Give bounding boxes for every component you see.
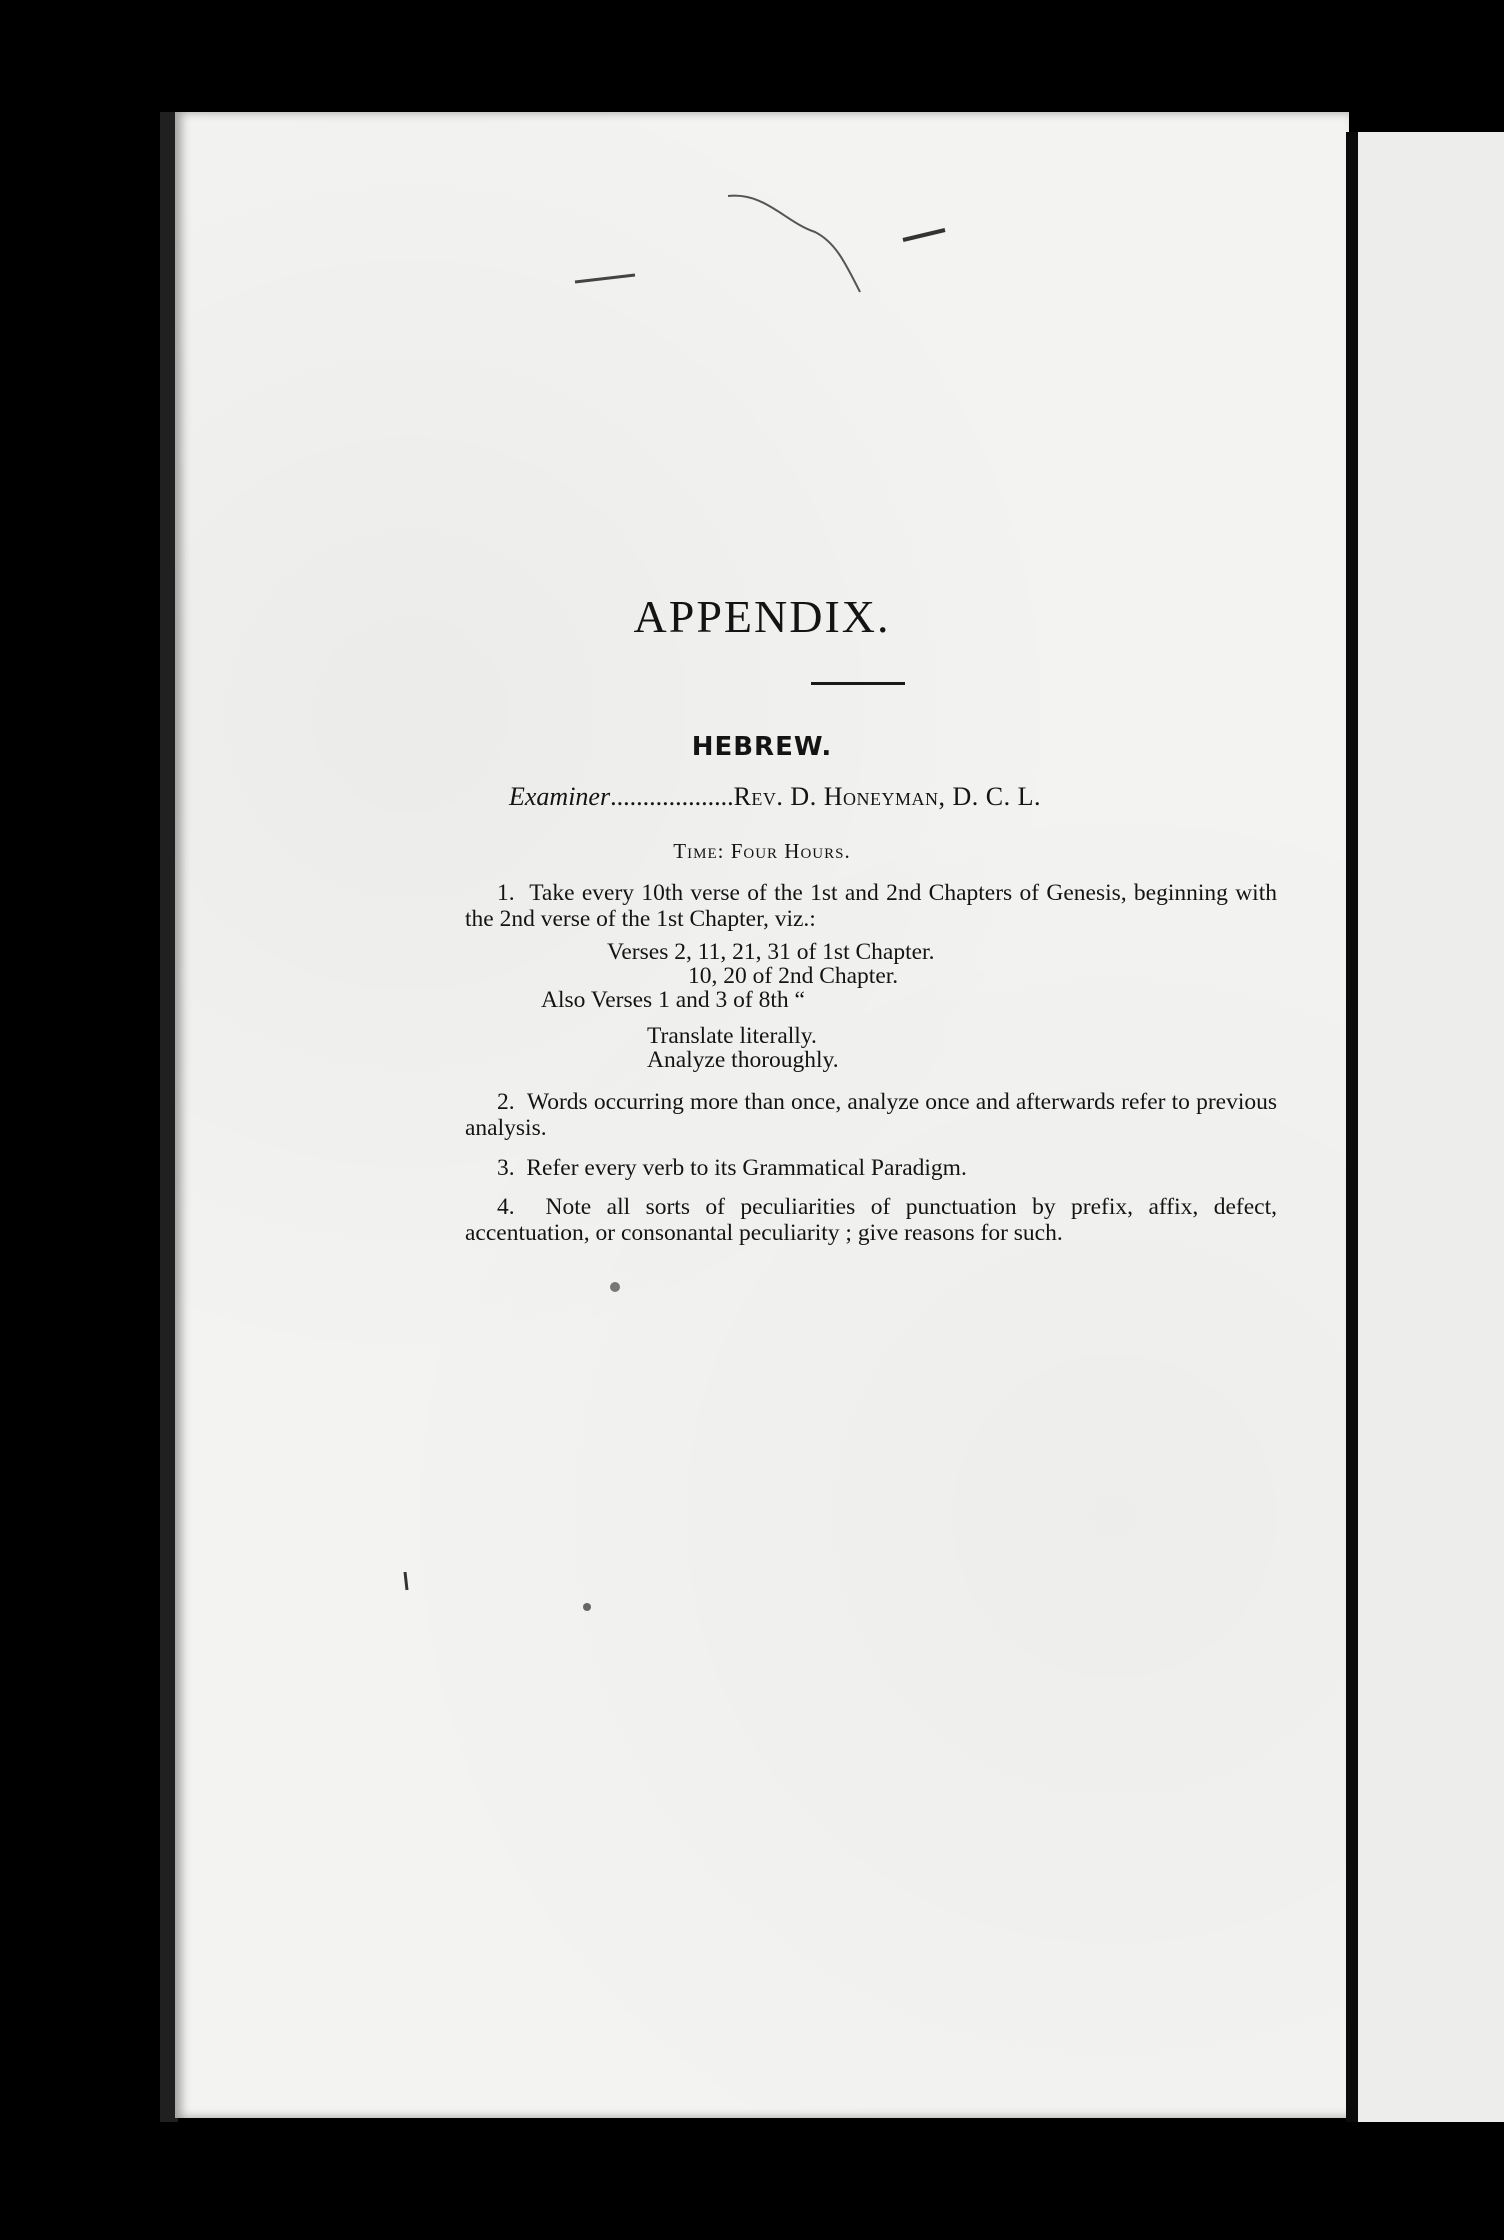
instruction-line-2: Analyze thoroughly. <box>647 1047 839 1073</box>
speck-3 <box>405 1572 407 1590</box>
scratch-mark-2 <box>903 230 945 240</box>
time-allowed: Time: Four Hours. <box>673 839 851 863</box>
scan-marks <box>175 112 1349 2118</box>
question-body: Note all sorts of peculiarities of punctuation by prefix, affix, defect, accentuation, or consonantal peculiarity ; give reasons for such. <box>465 1194 1277 1246</box>
subject-heading: HEBREW. <box>691 732 833 762</box>
question-number: 3. <box>497 1155 515 1181</box>
question-body: Words occurring more than once, analyze once and afterwards refer to previous analysis. <box>465 1089 1277 1141</box>
scratch-mark-1 <box>575 275 635 282</box>
question-body: Refer every verb to its Grammatical Paradigm. <box>526 1155 967 1181</box>
examiner-leader: ................... <box>610 782 734 811</box>
instruction-line-1: Translate literally. <box>647 1023 817 1049</box>
document-page <box>175 112 1349 2118</box>
facing-page-strip <box>1358 132 1504 2122</box>
page-gutter-edge <box>1346 132 1358 2122</box>
page-title: APPENDIX. <box>633 591 891 642</box>
examiner-name: Rev. D. Honeyman, D. C. L. <box>733 782 1041 811</box>
page-content <box>175 112 1349 2118</box>
question-number: 4. <box>497 1194 515 1220</box>
question-body: Take every 10th verse of the 1st and 2nd Chapters of Genesis, beginning with the 2nd verse of the 1st Chapter, viz.: <box>465 880 1277 932</box>
examiner-label: Examiner <box>509 782 611 811</box>
verse-line-3: Also Verses 1 and 3 of 8th “ <box>541 987 805 1013</box>
hair-mark <box>728 196 860 292</box>
verse-line-1: Verses 2, 11, 21, 31 of 1st Chapter. <box>607 939 935 965</box>
speck-2 <box>583 1603 591 1611</box>
question-number: 2. <box>497 1089 515 1115</box>
verse-line-2: 10, 20 of 2nd Chapter. <box>688 963 899 989</box>
speck-1 <box>610 1282 620 1292</box>
question-number: 1. <box>497 880 515 906</box>
